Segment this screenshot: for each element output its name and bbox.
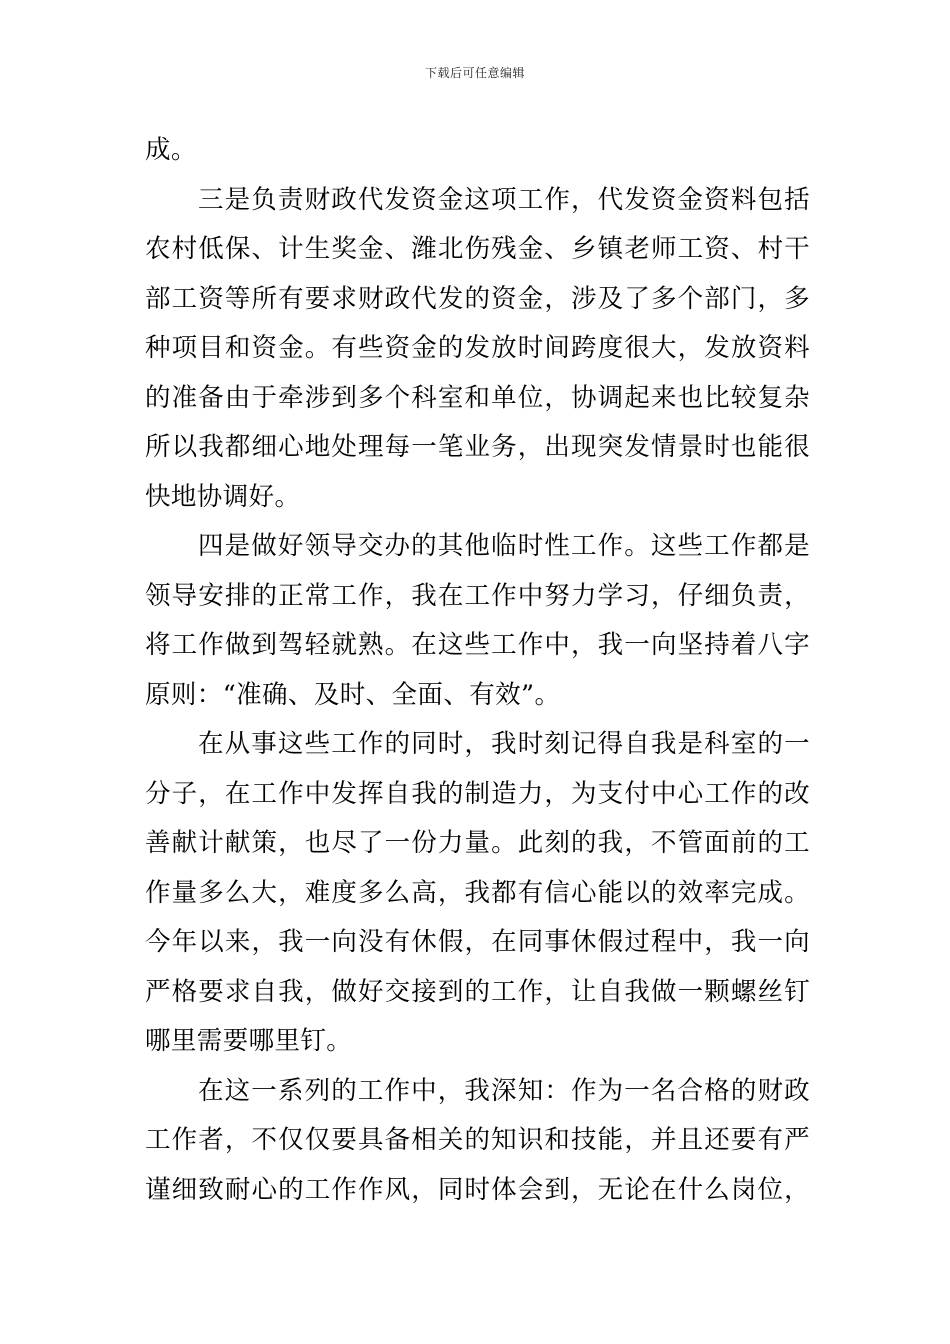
text-line: 原则：“准确、及时、全面、有效”。 xyxy=(145,679,561,710)
text-line: 部工资等所有要求财政代发的资金，涉及了多个部门，多 xyxy=(145,283,810,314)
document-body xyxy=(145,126,810,1215)
text-line: 在这一系列的工作中，我深知：作为一名合格的财政 xyxy=(198,1075,810,1106)
text-line: 作量多么大，难度多么高，我都有信心能以的效率完成。 xyxy=(145,877,810,908)
text-line: 工作者，不仅仅要具备相关的知识和技能，并且还要有严 xyxy=(145,1125,810,1155)
text-line: 种项目和资金。有些资金的发放时间跨度很大，发放资料 xyxy=(145,333,810,363)
text-line: 领导安排的正常工作，我在工作中努力学习，仔细负责， xyxy=(145,580,810,611)
text-line: 严格要求自我，做好交接到的工作，让自我做一颗螺丝钉 xyxy=(145,976,810,1007)
text-line: 农村低保、计生奖金、潍北伤残金、乡镇老师工资、村干 xyxy=(145,234,810,264)
text-line: 将工作做到驾轻就熟。在这些工作中，我一向坚持着八字 xyxy=(145,630,810,660)
text-line: 三是负责财政代发资金这项工作，代发资金资料包括 xyxy=(198,184,810,215)
text-line: 哪里需要哪里钉。 xyxy=(145,1026,353,1056)
text-line: 成。 xyxy=(145,135,197,165)
page-header: 下载后可任意编辑 xyxy=(424,66,525,80)
text-line: 快地协调好。 xyxy=(145,481,301,512)
text-line: 所以我都细心地处理每一笔业务，出现突发情景时也能很 xyxy=(145,432,810,462)
text-line: 谨细致耐心的工作作风，同时体会到，无论在什么岗位， xyxy=(145,1174,810,1205)
text-line: 四是做好领导交办的其他临时性工作。这些工作都是 xyxy=(198,531,810,561)
text-line: 的准备由于牵涉到多个科室和单位，协调起来也比较复杂 xyxy=(145,382,810,413)
text-line: 分子，在工作中发挥自我的制造力，为支付中心工作的改 xyxy=(145,778,810,809)
text-line: 在从事这些工作的同时，我时刻记得自我是科室的一 xyxy=(198,729,810,759)
text-line: 善献计献策，也尽了一份力量。此刻的我，不管面前的工 xyxy=(145,828,810,858)
text-line: 今年以来，我一向没有休假，在同事休假过程中，我一向 xyxy=(145,927,810,957)
